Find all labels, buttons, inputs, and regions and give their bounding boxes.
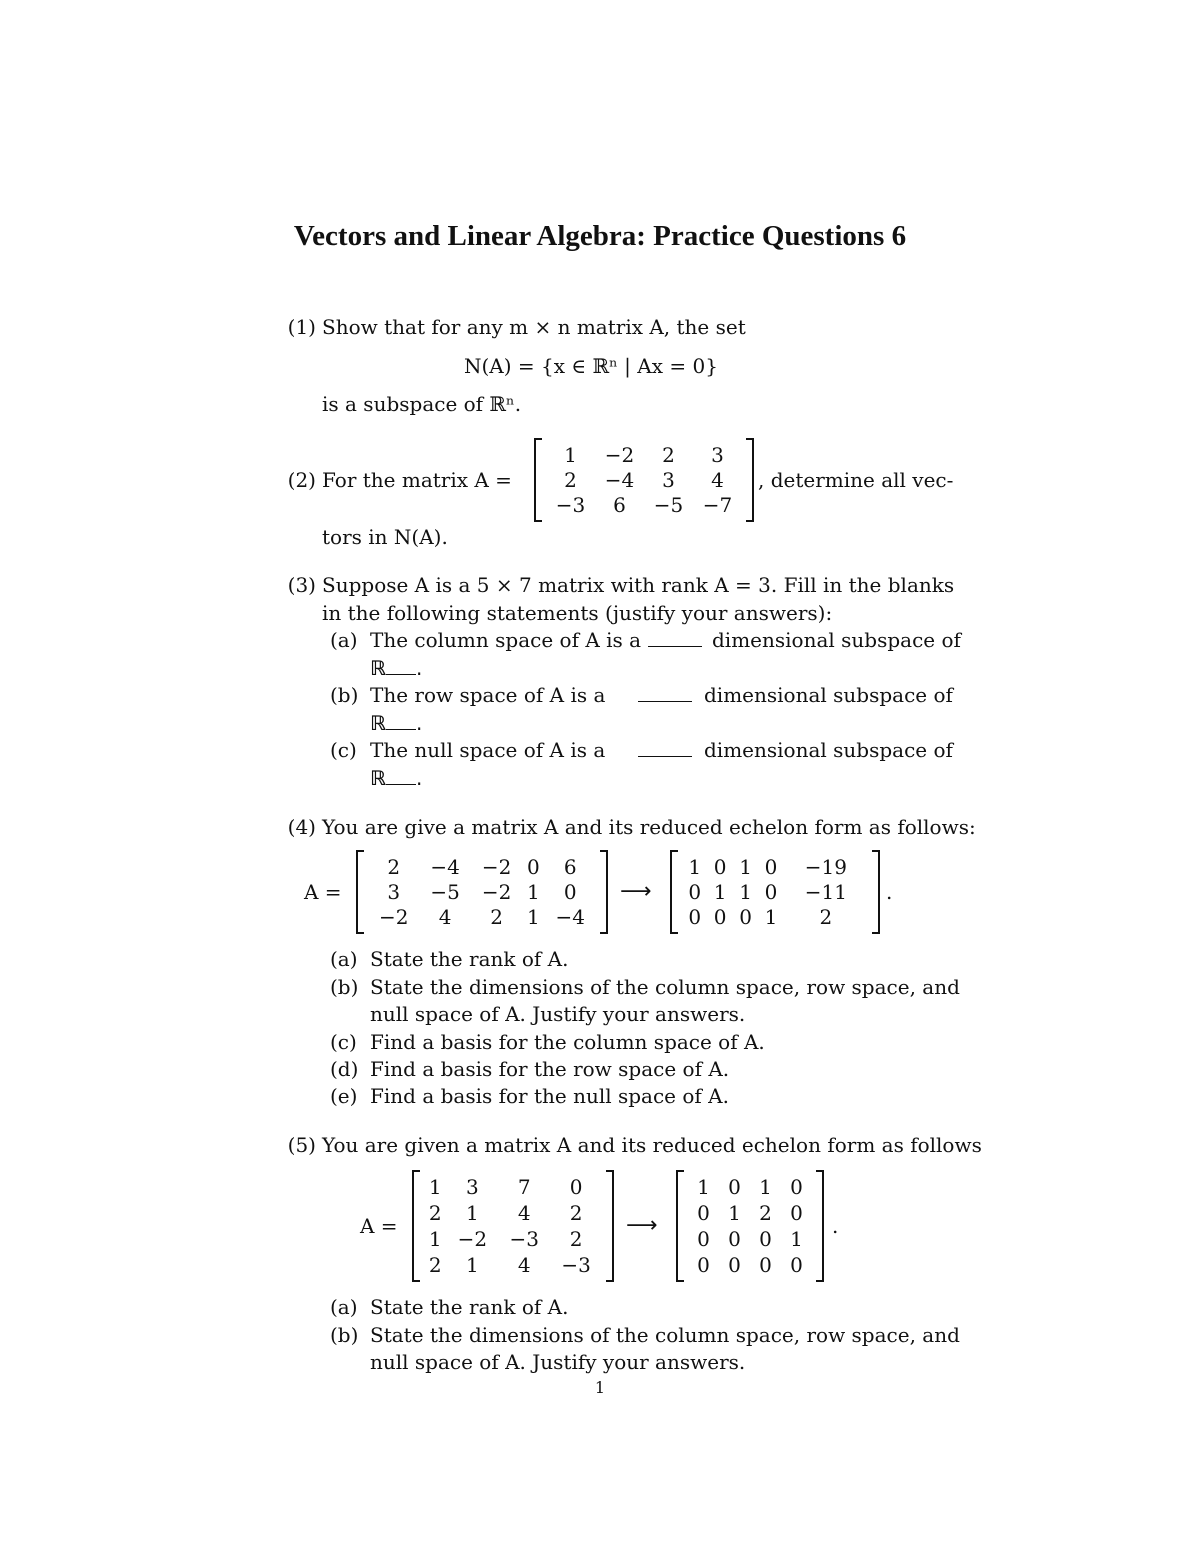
q5-number: (5) — [287, 1133, 316, 1157]
q3-part-b-tail: ℝ . — [370, 711, 423, 735]
q4-arrow: ⟶ — [620, 879, 652, 904]
matrix-entry: −2 — [481, 879, 512, 904]
q3-part-c-post: dimensional subspace of — [704, 738, 953, 762]
q5-arrow: ⟶ — [626, 1213, 658, 1238]
fill-blank — [648, 632, 702, 647]
matrix-entry: 6 — [613, 493, 626, 518]
fill-blank — [386, 662, 416, 675]
matrix-row — [368, 879, 596, 904]
matrix-entry: 2 — [564, 467, 577, 492]
q4-line1: You are give a matrix A and its reduced echelon form as follows: — [322, 815, 976, 839]
matrix-entry: 1 — [564, 442, 577, 467]
matrix-entry: −5 — [430, 879, 460, 904]
matrix-entry: 0 — [697, 1253, 710, 1277]
matrix-body — [682, 854, 868, 930]
fill-blank — [638, 687, 692, 702]
matrix-entry: −5 — [653, 493, 684, 518]
q5-matrix-rref — [676, 1170, 824, 1282]
matrix-row — [368, 905, 596, 930]
q1-line1: Show that for any m × n matrix A, the set — [322, 315, 746, 339]
matrix-entry: 0 — [728, 1227, 741, 1251]
matrix-entry: 4 — [438, 905, 452, 930]
page-title: Vectors and Linear Algebra: Practice Questions 6 — [293, 220, 907, 252]
matrix-row — [546, 467, 742, 492]
matrix-row — [424, 1252, 602, 1278]
matrix-entry: 1 — [713, 879, 727, 904]
matrix-entry: 3 — [465, 1175, 479, 1199]
matrix-entry: 1 — [527, 879, 540, 904]
matrix-row — [424, 1174, 602, 1200]
matrix-entry: 3 — [711, 442, 724, 467]
q4-end-period: . — [886, 880, 893, 904]
matrix-entry: 7 — [517, 1175, 531, 1199]
matrix-body — [688, 1174, 812, 1278]
fill-blank — [386, 772, 416, 785]
matrix-entry: 1 — [759, 1175, 772, 1199]
page-number: 1 — [594, 1378, 606, 1397]
reals-symbol: ℝ — [370, 656, 387, 680]
matrix-entry: 0 — [697, 1227, 710, 1251]
matrix-row — [368, 854, 596, 879]
matrix-entry: 1 — [764, 905, 778, 930]
q3-part-a-label: (a) — [330, 628, 358, 652]
q3-number: (3) — [287, 573, 316, 597]
matrix-entry: −4 — [604, 467, 635, 492]
matrix-entry: 0 — [688, 905, 702, 930]
matrix-row — [688, 1174, 812, 1200]
q3-part-a-post: dimensional subspace of — [712, 628, 961, 652]
q5-part-a-text: State the rank of A. — [370, 1295, 569, 1319]
matrix-row — [682, 905, 868, 930]
q1-number: (1) — [287, 315, 316, 339]
matrix-entry: 0 — [527, 854, 540, 879]
q3-part-a-tail: ℝ . — [370, 656, 423, 680]
q4-number: (4) — [287, 815, 316, 839]
matrix-row — [682, 854, 868, 879]
matrix-entry: 1 — [465, 1201, 479, 1225]
q5-part-a-label: (a) — [330, 1295, 358, 1319]
q5-part-b-text-cont: null space of A. Justify your answers. — [370, 1350, 746, 1374]
q2-number: (2) — [287, 468, 316, 492]
matrix-entry: −19 — [804, 854, 847, 879]
matrix-entry: −2 — [457, 1227, 488, 1251]
right-bracket — [600, 850, 608, 934]
q1-formula: N(A) = {x ∈ ℝⁿ | Ax = 0} — [464, 354, 718, 378]
matrix-entry: 4 — [517, 1201, 531, 1225]
matrix-body — [424, 1174, 602, 1278]
matrix-entry: 0 — [759, 1253, 772, 1277]
matrix-entry: 3 — [662, 467, 675, 492]
q4-part-d-text: Find a basis for the row space of A. — [370, 1057, 730, 1081]
matrix-entry: 0 — [728, 1175, 741, 1199]
matrix-row — [546, 442, 742, 467]
fill-blank — [386, 717, 416, 730]
q4-part-a-text: State the rank of A. — [370, 947, 569, 971]
left-bracket — [412, 1170, 420, 1282]
matrix-row — [688, 1200, 812, 1226]
matrix-entry: 1 — [428, 1175, 442, 1199]
matrix-entry: 0 — [759, 1227, 772, 1251]
q3-part-a-pre: The column space of A is a — [370, 628, 642, 652]
matrix-entry: 1 — [790, 1227, 803, 1251]
matrix-entry: 0 — [728, 1253, 741, 1277]
matrix-entry: 0 — [790, 1175, 803, 1199]
q3-part-c-label: (c) — [330, 738, 357, 762]
matrix-row — [546, 493, 742, 518]
q1-line2: is a subspace of ℝⁿ. — [322, 392, 522, 416]
left-bracket — [676, 1170, 684, 1282]
matrix-entry: 6 — [563, 854, 577, 879]
matrix-entry: 1 — [739, 854, 752, 879]
left-bracket — [670, 850, 678, 934]
q3-part-b-pre: The row space of A is a — [370, 683, 606, 707]
matrix-entry: 1 — [728, 1201, 741, 1225]
matrix-entry: 0 — [713, 905, 727, 930]
matrix-row — [688, 1252, 812, 1278]
q5-matrix-a — [412, 1170, 614, 1282]
q3-part-b-post: dimensional subspace of — [704, 683, 953, 707]
right-bracket — [746, 438, 754, 522]
q2-line2: tors in N(A). — [322, 525, 448, 549]
matrix-entry: −2 — [604, 442, 635, 467]
matrix-entry: −2 — [378, 905, 409, 930]
right-bracket — [816, 1170, 824, 1282]
matrix-entry: 1 — [428, 1227, 442, 1251]
matrix-entry: 0 — [790, 1253, 803, 1277]
matrix-entry: 0 — [697, 1201, 710, 1225]
matrix-entry: 2 — [490, 905, 503, 930]
q5-line1: You are given a matrix A and its reduced echelon form as follows — [322, 1133, 982, 1157]
matrix-entry: 4 — [517, 1253, 531, 1277]
q4-part-c-label: (c) — [330, 1030, 357, 1054]
matrix-entry: 0 — [739, 905, 752, 930]
matrix-entry: 1 — [697, 1175, 710, 1199]
matrix-entry: 1 — [688, 854, 702, 879]
q4-part-b-text: State the dimensions of the column space, row space, and — [370, 975, 960, 999]
matrix-entry: 0 — [688, 879, 702, 904]
q5-lhs: A = — [360, 1214, 398, 1238]
matrix-entry: −3 — [555, 493, 586, 518]
matrix-body — [546, 442, 742, 518]
q3-part-b-label: (b) — [330, 683, 359, 707]
q4-part-a-label: (a) — [330, 947, 358, 971]
matrix-entry: 1 — [527, 905, 540, 930]
matrix-entry: −11 — [804, 879, 847, 904]
q2-matrix — [534, 438, 754, 522]
matrix-entry: 1 — [739, 879, 752, 904]
matrix-entry: 3 — [387, 879, 401, 904]
fill-blank — [638, 742, 692, 757]
q4-part-e-text: Find a basis for the null space of A. — [370, 1084, 729, 1108]
reals-symbol: ℝ — [370, 766, 387, 790]
matrix-entry: 0 — [713, 854, 727, 879]
right-bracket — [606, 1170, 614, 1282]
q3-part-a-blank — [648, 628, 702, 652]
matrix-entry: −2 — [481, 854, 512, 879]
q3-part-c-tail: ℝ . — [370, 766, 423, 790]
matrix-entry: 2 — [569, 1227, 583, 1251]
q4-part-b-label: (b) — [330, 975, 359, 999]
left-bracket — [534, 438, 542, 522]
matrix-entry: 0 — [569, 1175, 583, 1199]
q4-matrix-rref — [670, 850, 880, 934]
matrix-entry: 2 — [662, 442, 675, 467]
q4-part-d-label: (d) — [330, 1057, 359, 1081]
matrix-entry: 1 — [465, 1253, 479, 1277]
q4-part-e-label: (e) — [330, 1084, 358, 1108]
matrix-entry: 2 — [428, 1201, 442, 1225]
matrix-entry: 2 — [428, 1253, 442, 1277]
q3-part-c-pre: The null space of A is a — [370, 738, 606, 762]
q4-lhs: A = — [304, 880, 342, 904]
left-bracket — [356, 850, 364, 934]
matrix-entry: 0 — [563, 879, 577, 904]
q4-matrix-a — [356, 850, 608, 934]
q4-part-c-text: Find a basis for the column space of A. — [370, 1030, 765, 1054]
matrix-row — [688, 1226, 812, 1252]
matrix-entry: 4 — [711, 467, 724, 492]
q5-part-b-label: (b) — [330, 1323, 359, 1347]
matrix-entry: 2 — [569, 1201, 583, 1225]
matrix-entry: 0 — [790, 1201, 803, 1225]
q5-part-b-text: State the dimensions of the column space, row space, and — [370, 1323, 960, 1347]
matrix-entry: −7 — [702, 493, 733, 518]
matrix-entry: 0 — [764, 879, 778, 904]
matrix-entry: −3 — [509, 1227, 539, 1251]
right-bracket — [872, 850, 880, 934]
q2-prefix: For the matrix A = — [322, 468, 512, 492]
matrix-entry: 2 — [759, 1201, 772, 1225]
q4-part-b-text-cont: null space of A. Justify your answers. — [370, 1002, 746, 1026]
matrix-entry: 2 — [819, 905, 833, 930]
matrix-entry: −3 — [561, 1253, 591, 1277]
matrix-entry: 0 — [764, 854, 778, 879]
matrix-entry: −4 — [430, 854, 460, 879]
matrix-entry: −4 — [555, 905, 585, 930]
matrix-entry: 2 — [387, 854, 401, 879]
q2-suffix: , determine all vec- — [758, 468, 954, 492]
reals-symbol: ℝ — [370, 711, 387, 735]
matrix-row — [424, 1200, 602, 1226]
q3-line2: in the following statements (justify your answers): — [322, 601, 833, 625]
matrix-row — [424, 1226, 602, 1252]
q5-end-period: . — [832, 1214, 839, 1238]
q3-part-c-blank — [638, 738, 692, 762]
q3-line1: Suppose A is a 5 × 7 matrix with rank A = 3. Fill in the blanks — [322, 573, 955, 597]
matrix-row — [682, 879, 868, 904]
q3-part-b-blank — [638, 683, 692, 707]
matrix-body — [368, 854, 596, 930]
